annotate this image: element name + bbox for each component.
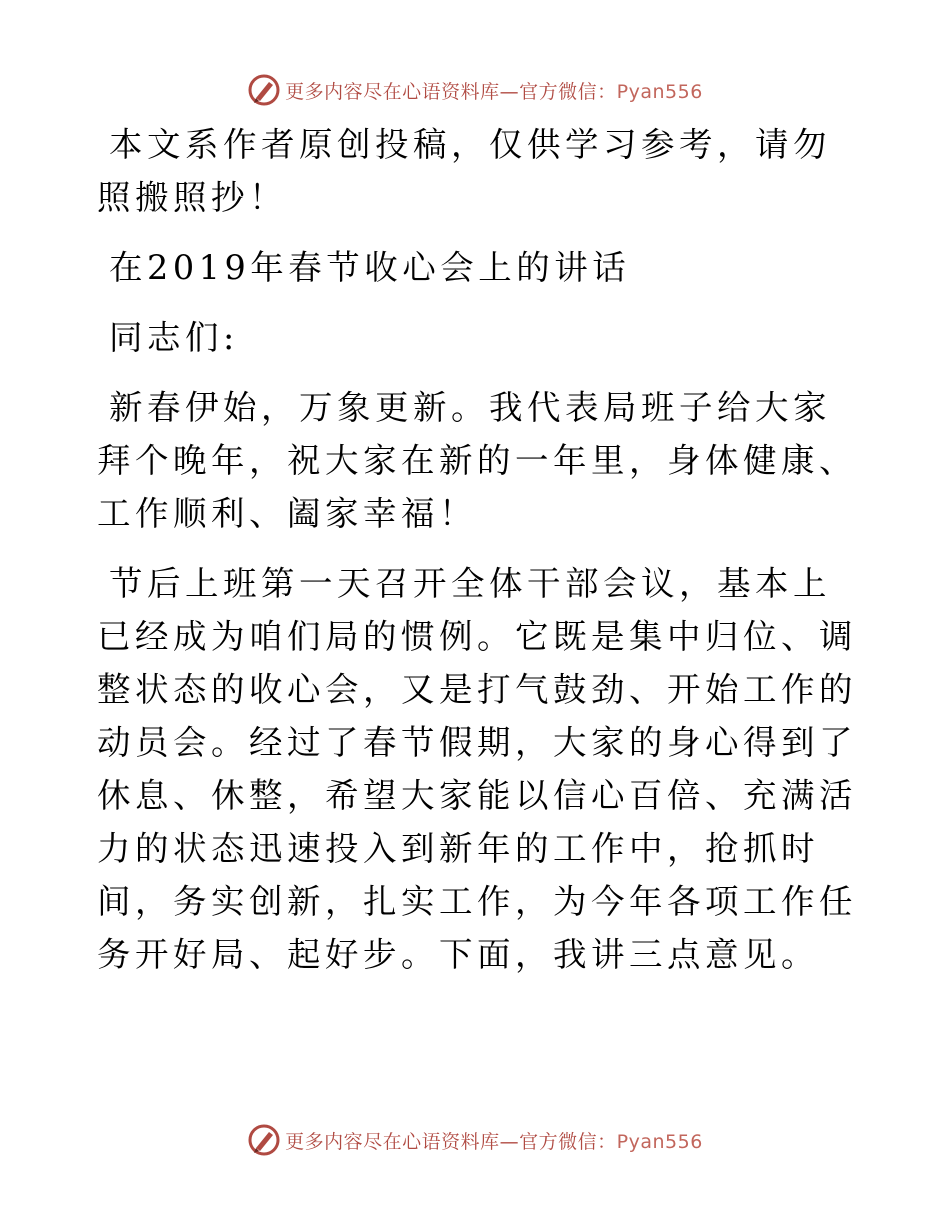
header-banner: [0, 70, 950, 110]
document-body: [97, 118, 857, 998]
pen-logo-icon: [247, 73, 281, 107]
paragraph-greeting: 新春伊始，万象更新。我代表局班子给大家拜个晚年，祝大家在新的一年里，身体健康、工作顺利、阖家幸福！: [97, 388, 857, 533]
footer-banner-text: 更多内容尽在心语资料库—官方微信：Pyan556: [285, 1130, 703, 1153]
header-banner-text: 更多内容尽在心语资料库—官方微信：Pyan556: [285, 80, 703, 103]
paragraph-body: 节后上班第一天召开全体干部会议，基本上已经成为咱们局的惯例。它既是集中归位、调整状态的收心会，又是打气鼓劲、开始工作的动员会。经过了春节假期，大家的身心得到了休息、休整，希望大家能以信心百倍、充满活力的状态迅速投入到新年的工作中，抢抓时间，务实创新，扎实工作，为今年各项工作任务开好局、起好步。下面，我讲三点意见。: [97, 564, 857, 974]
footer-wechat-id: Pyan556: [616, 1130, 703, 1153]
header-wechat-id: Pyan556: [616, 80, 703, 103]
footer-banner: [0, 1120, 950, 1160]
paragraph-salutation: 同志们:: [109, 318, 239, 357]
pen-logo-icon: [247, 1123, 281, 1157]
paragraph-title: 在2019年春节收心会上的讲话: [109, 248, 631, 287]
paragraph-notice: 本文系作者原创投稿，仅供学习参考，请勿照搬照抄！: [97, 125, 831, 217]
